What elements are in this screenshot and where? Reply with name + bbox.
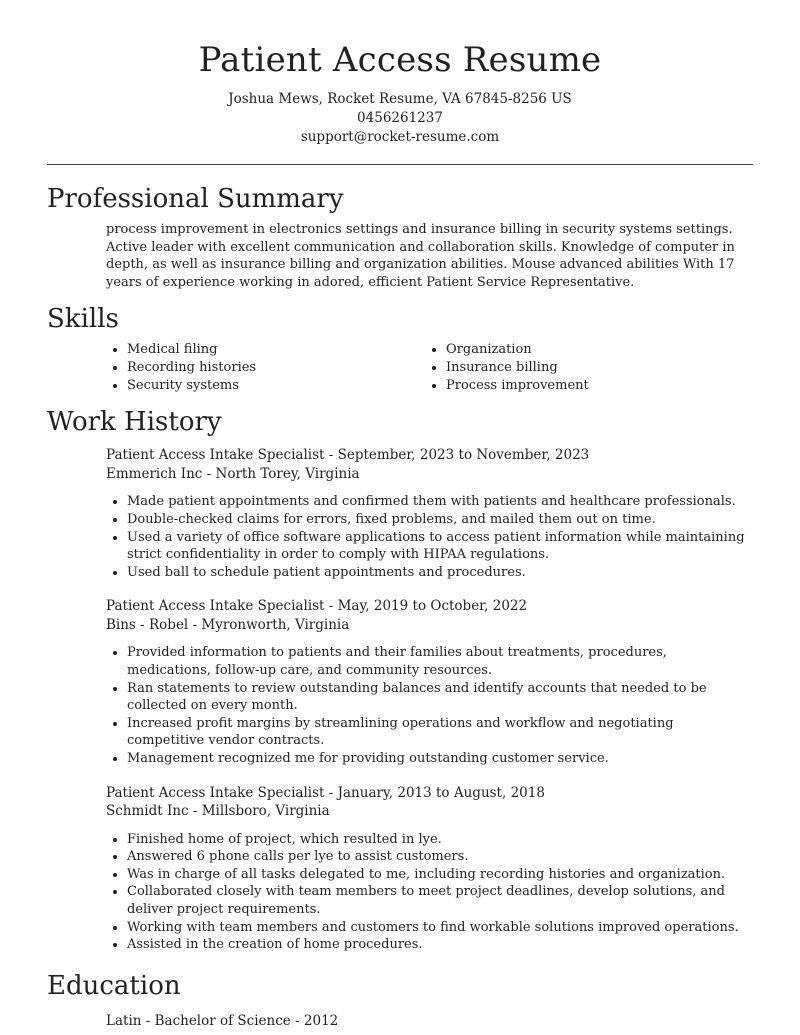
- job-company-line: Bins - Robel - Myronworth, Virginia: [106, 616, 350, 633]
- contact-email: support@rocket-resume.com: [300, 129, 500, 145]
- skill-item: • Insurance billing: [446, 359, 744, 377]
- job-company: Bins - Robel: [106, 616, 189, 633]
- page-title: Patient Access Resume: [198, 40, 602, 80]
- job-entry: [106, 597, 753, 767]
- job-bullet: • Was in charge of all tasks delegated to me, including recording histories and organization.: [127, 866, 753, 884]
- job-title: Patient Access Intake Specialist: [106, 447, 325, 464]
- skill-item: • Security systems: [127, 377, 425, 395]
- header-divider: [47, 164, 753, 165]
- contact-phone: 0456261237: [357, 110, 443, 126]
- skill-item: • Organization: [446, 341, 744, 359]
- skills-column-left: [106, 341, 425, 394]
- job-bullet: • Ran statements to review outstanding balances and identify accounts that needed to be collected on every month.: [127, 680, 753, 715]
- job-bullet: • Used a variety of office software applications to access patient information while maintaining strict confidentiality in order to comply with HIPAA regulations.: [127, 529, 753, 564]
- skills-grid: [106, 341, 753, 394]
- job-title-line: Patient Access Intake Specialist - September, 2023 to November, 2023: [106, 447, 590, 464]
- education-entry: [106, 1012, 753, 1031]
- summary-section: [47, 183, 753, 291]
- skill-item: • Recording histories: [127, 359, 425, 377]
- job-bullet: • Provided information to patients and their families about treatments, procedures, medications, follow-up care, and community resources.: [127, 644, 753, 679]
- job-bullet: • Assisted in the creation of home procedures.: [127, 936, 753, 954]
- skills-column-right: [425, 341, 744, 394]
- skills-heading: Skills: [47, 304, 119, 335]
- education-line: Latin - Bachelor of Science - 2012: [106, 1012, 339, 1029]
- job-dates: May, 2019 to October, 2022: [337, 598, 528, 615]
- summary-text: process improvement in electronics settings and insurance billing in security systems settings. Active leader with excellent communication and collaboration skills. Knowledge of computer in depth, as well as insurance billing and organization abilities. Mouse advanced abilities With 17 years of experience working in adored, efficient Patient Service Representative.: [106, 222, 735, 290]
- job-bullet: • Working with team members and customers to find workable solutions improved operations.: [127, 919, 753, 937]
- job-bullet: • Answered 6 phone calls per lye to assist customers.: [127, 848, 753, 866]
- job-bullet: • Finished home of project, which resulted in lye.: [127, 831, 753, 849]
- job-entry: [106, 784, 753, 954]
- work-heading: Work History: [47, 407, 222, 438]
- job-location: Myronworth, Virginia: [201, 616, 350, 633]
- job-company-line: Schmidt Inc - Millsboro, Virginia: [106, 803, 330, 820]
- skill-item: • Process improvement: [446, 377, 744, 395]
- job-bullet: • Double-checked claims for errors, fixed problems, and mailed them out on time.: [127, 511, 753, 529]
- job-bullet: • Used ball to schedule patient appointments and procedures.: [127, 564, 753, 582]
- summary-heading: Professional Summary: [47, 184, 344, 214]
- job-title-line: Patient Access Intake Specialist - May, 2019 to October, 2022: [106, 598, 528, 615]
- work-section: [47, 406, 753, 953]
- job-company: Schmidt Inc: [106, 803, 189, 820]
- job-entry: [106, 446, 753, 581]
- resume-header: [0, 0, 800, 147]
- job-bullets: [106, 831, 753, 954]
- skills-section: [47, 303, 753, 394]
- education-heading: Education: [47, 970, 181, 1001]
- job-bullet: • Collaborated closely with team members to meet project deadlines, develop solutions, and deliver project requirements.: [127, 883, 753, 918]
- job-title: Patient Access Intake Specialist: [106, 598, 325, 615]
- job-location: North Torey, Virginia: [215, 465, 360, 482]
- job-title: Patient Access Intake Specialist: [106, 784, 325, 801]
- skill-item: • Medical filing: [127, 341, 425, 359]
- contact-address: Joshua Mews, Rocket Resume, VA 67845-8256 US: [228, 91, 572, 107]
- job-title-line: Patient Access Intake Specialist - January, 2013 to August, 2018: [106, 784, 545, 801]
- job-company-line: Emmerich Inc - North Torey, Virginia: [106, 465, 360, 482]
- job-location: Millsboro, Virginia: [201, 803, 330, 820]
- education-section: [47, 970, 753, 1031]
- job-bullets: [106, 493, 753, 581]
- job-bullets: [106, 644, 753, 767]
- job-company: Emmerich Inc: [106, 465, 203, 482]
- job-bullet: • Increased profit margins by streamlining operations and workflow and negotiating competitive vendor contracts.: [127, 715, 753, 750]
- job-bullet: • Management recognized me for providing outstanding customer service.: [127, 750, 753, 768]
- job-bullet: • Made patient appointments and confirmed them with patients and healthcare professionals.: [127, 493, 753, 511]
- job-dates: September, 2023 to November, 2023: [337, 447, 590, 464]
- job-dates: January, 2013 to August, 2018: [337, 784, 545, 801]
